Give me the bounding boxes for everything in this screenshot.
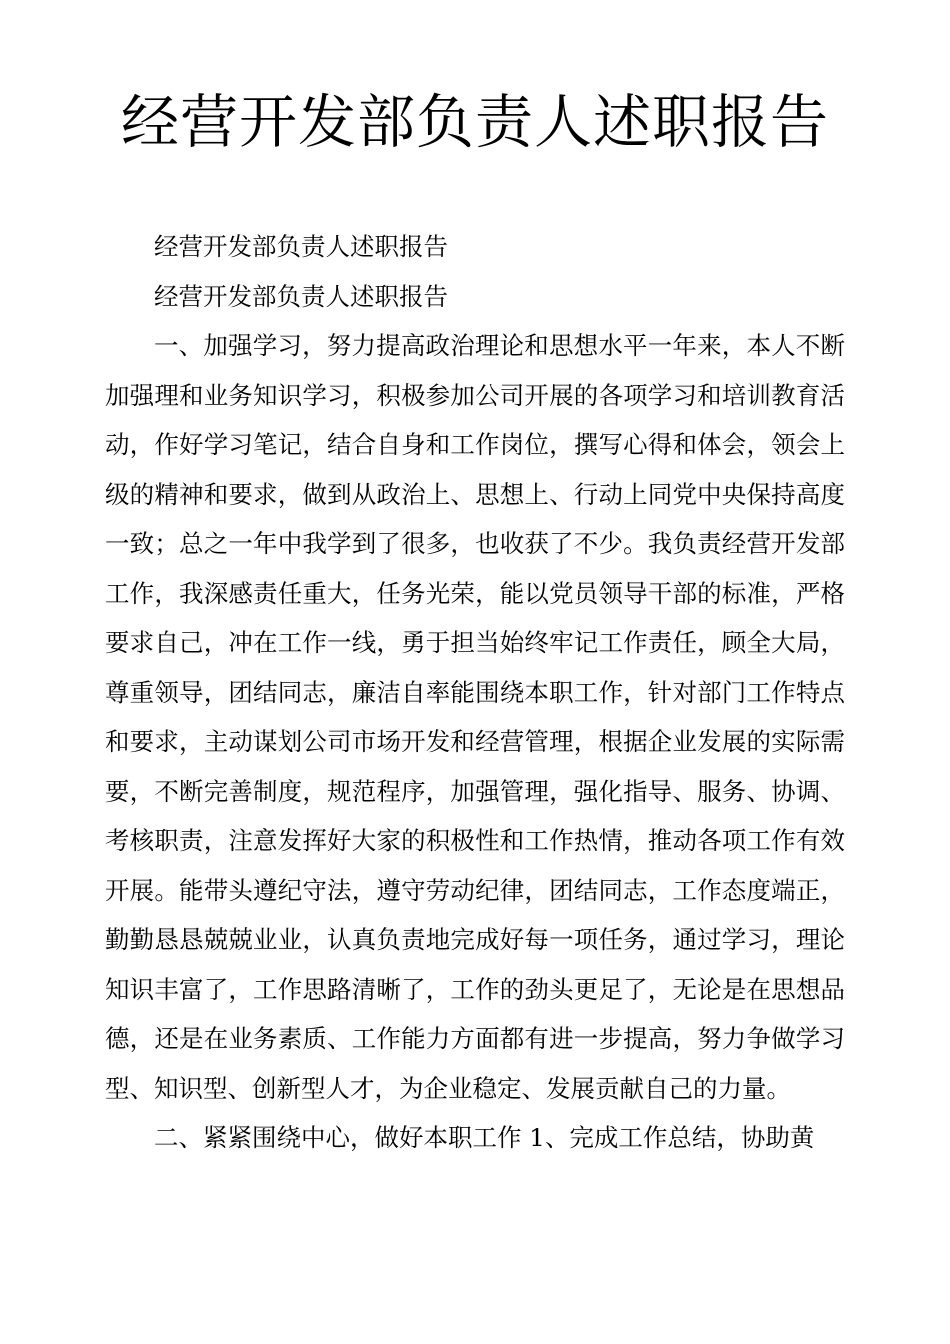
paragraph-section-1: 一、加强学习，努力提高政治理论和思想水平一年来，本人不断加强理和业务知识学习，积极参加公司开展的各项学习和培训教育活动，作好学习笔记，结合自身和工作岗位，撰写心得和体会，领会上级的精神和要求，做到从政治上、思想上、行动上同党中央保持高度一致；总之一年中我学到了很多，也收获了不少。我负责经营开发部工作，我深感责任重大，任务光荣，能以党员领导干部的标准，严格要求自己，冲在工作一线，勇于担当始终牢记工作责任，顾全大局，尊重领导，团结同志，廉洁自率能围绕本职工作，针对部门工作特点和要求，主动谋划公司市场开发和经营管理，根据企业发展的实际需要，不断完善制度，规范程序，加强管理，强化指导、服务、协调、考核职责，注意发挥好大家的积极性和工作热情，推动各项工作有效开展。能带头遵纪守法，遵守劳动纪律，团结同志，工作态度端正，勤勤恳恳兢兢业业，认真负责地完成好每一项任务，通过学习，理论知识丰富了，工作思路清晰了，工作的劲头更足了，无论是在思想品德，还是在业务素质、工作能力方面都有进一步提高，努力争做学习型、知识型、创新型人才，为企业稳定、发展贡献自己的力量。 bbox=[105, 331, 845, 1103]
paragraph-section-2: 二、紧紧围绕中心，做好本职工作 1、完成工作总结，协助黄 bbox=[154, 1123, 815, 1152]
paragraph-subtitle-2: 经营开发部负责人述职报告 bbox=[154, 281, 448, 311]
document-body bbox=[105, 222, 845, 1163]
document-title: 经营开发部负责人述职报告 bbox=[120, 88, 829, 156]
paragraph-subtitle-1: 经营开发部负责人述职报告 bbox=[154, 232, 448, 261]
